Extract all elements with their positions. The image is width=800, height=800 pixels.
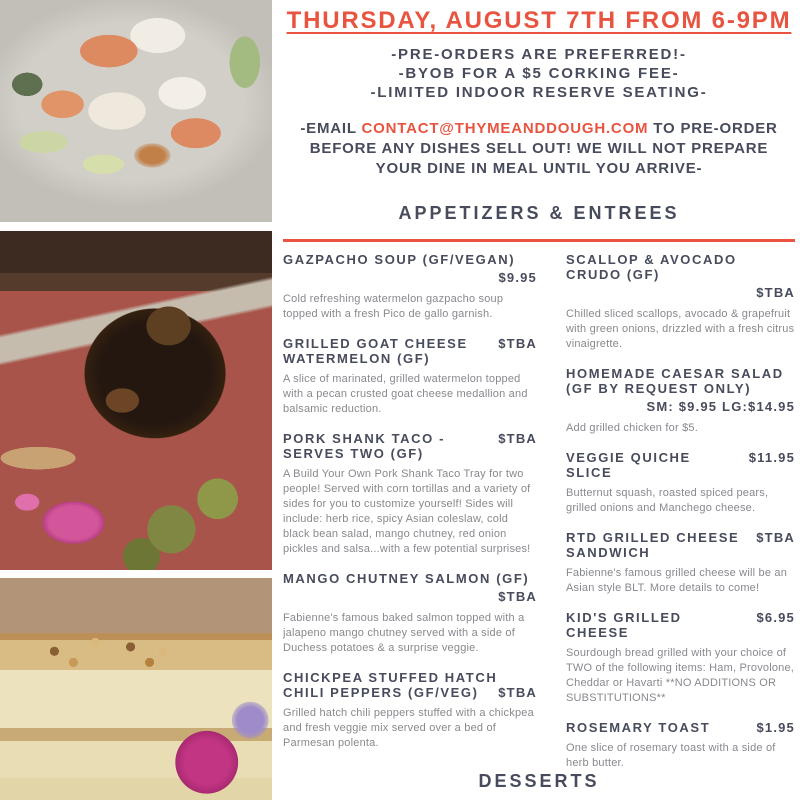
divider-line — [283, 239, 795, 242]
menu-item-price: $TBA — [498, 685, 537, 700]
menu-item-price: $TBA — [498, 589, 537, 604]
menu-item-goat-cheese-watermelon — [283, 336, 537, 417]
menu-item-price: $TBA — [756, 530, 795, 545]
desserts-title: DESSERTS — [478, 771, 600, 791]
appetizers-entrees-title: APPETIZERS & ENTREES — [398, 203, 680, 223]
menu-item-pork-shank-taco — [283, 431, 537, 557]
menu-item-price: $6.95 — [756, 610, 795, 625]
email-suffix: TO PRE-ORDER BEFORE ANY DISHES SELL OUT! WE WILL NOT PREPARE YOUR DINE IN MEAL UNTIL YOU ARRIVE- — [309, 120, 778, 177]
menu-item-description: Add grilled chicken for $5. — [566, 422, 698, 434]
almond-cake-photo — [0, 578, 272, 800]
menu-item-name: MANGO CHUTNEY SALMON (GF) — [283, 571, 530, 586]
menu-item-name: ROSEMARY TOAST — [566, 720, 711, 735]
menu-item-scallop-avocado-crudo — [566, 252, 795, 352]
menu-item-name: KID'S GRILLED CHEESE — [566, 610, 682, 640]
menu-item-name: VEGGIE QUICHE SLICE — [566, 450, 691, 480]
menu-item-description: One slice of rosemary toast with a side of herb butter. — [566, 742, 776, 769]
menu-item-price: SM: $9.95 LG:$14.95 — [646, 399, 795, 414]
event-notes — [283, 45, 795, 102]
menu-item-description: Grilled hatch chili peppers stuffed with a chickpea and fresh veggie mix served over a bed of Parmesan polenta. — [283, 707, 534, 749]
scallop-crudo-photo — [0, 0, 272, 222]
menu-item-price: $TBA — [498, 336, 537, 351]
menu-item-caesar-salad — [566, 366, 795, 436]
note-seating: -LIMITED INDOOR RESERVE SEATING- — [370, 84, 708, 101]
menu-item-name: SCALLOP & AVOCADO CRUDO (GF) — [566, 252, 737, 282]
menu-item-price: $9.95 — [498, 270, 537, 285]
menu-item-description: Cold refreshing watermelon gazpacho soup topped with a fresh Pico de gallo garnish. — [283, 293, 504, 320]
menu-item-description: Chilled sliced scallops, avocado & grapefruit with green onions, drizzled with a fresh citrus vinaigrette. — [566, 308, 795, 350]
menu-item-description: Fabienne's famous grilled cheese will be an Asian style BLT. More details to come! — [566, 567, 788, 594]
menu-column-left — [283, 252, 537, 785]
menu-item-name: HOMEMADE CAESAR SALAD (GF BY REQUEST ONLY) — [566, 366, 784, 396]
menu-item-rtd-grilled-cheese — [566, 530, 795, 596]
pork-shank-photo — [0, 231, 272, 570]
menu-column-right — [566, 252, 795, 785]
menu-item-mango-chutney-salmon — [283, 571, 537, 656]
menu-item-description: Fabienne's famous baked salmon topped with a jalapeno mango chutney served with a side of Duchess potatoes & a surprise veggie. — [283, 612, 525, 654]
menu-item-name: RTD GRILLED CHEESE SANDWICH — [566, 530, 740, 560]
menu-item-price: $TBA — [756, 285, 795, 300]
email-address[interactable]: CONTACT@THYMEANDDOUGH.COM — [361, 120, 649, 137]
note-preorders: -PRE-ORDERS ARE PREFERRED!- — [391, 46, 687, 63]
menu-item-rosemary-toast — [566, 720, 795, 771]
menu-item-name: CHICKPEA STUFFED HATCH CHILI PEPPERS (GF/VEG) — [283, 670, 498, 700]
menu-columns — [283, 252, 795, 785]
event-title: THURSDAY, AUGUST 7TH FROM 6-9PM — [286, 7, 792, 34]
menu-item-chickpea-hatch-chili — [283, 670, 537, 751]
email-prefix: -EMAIL — [300, 120, 362, 137]
menu-content — [283, 0, 795, 791]
menu-item-description: A slice of marinated, grilled watermelon topped with a pecan crusted goat cheese medallion and balsamic reduction. — [283, 373, 528, 415]
menu-item-price: $1.95 — [756, 720, 795, 735]
menu-item-price: $TBA — [498, 431, 537, 446]
menu-item-gazpacho-soup — [283, 252, 537, 322]
menu-item-price: $11.95 — [748, 450, 795, 465]
menu-item-veggie-quiche — [566, 450, 795, 516]
preorder-instructions — [300, 119, 778, 179]
menu-item-description: Sourdough bread grilled with your choice of TWO of the following items: Ham, Provolone, Cheddar or Havarti **NO ADDITIONS OR SUBSTITUTIONS** — [566, 647, 795, 704]
menu-item-description: A Build Your Own Pork Shank Taco Tray for two people! Served with corn tortillas and a variety of sides for you to customize yourself! Sides will include: herb rice, spicy Asian coleslaw, cold black bean salad, mango chutney, red onion pickles and salsa...with a few potential surprises! — [283, 468, 531, 555]
menu-item-name: GRILLED GOAT CHEESE WATERMELON (GF) — [283, 336, 468, 366]
menu-item-name: GAZPACHO SOUP (GF/VEGAN) — [283, 252, 516, 267]
menu-item-kids-grilled-cheese — [566, 610, 795, 706]
menu-item-name: PORK SHANK TACO - SERVES TWO (GF) — [283, 431, 446, 461]
note-byob: -BYOB FOR A $5 CORKING FEE- — [398, 65, 680, 82]
menu-item-description: Butternut squash, roasted spiced pears, grilled onions and Manchego cheese. — [566, 487, 769, 514]
